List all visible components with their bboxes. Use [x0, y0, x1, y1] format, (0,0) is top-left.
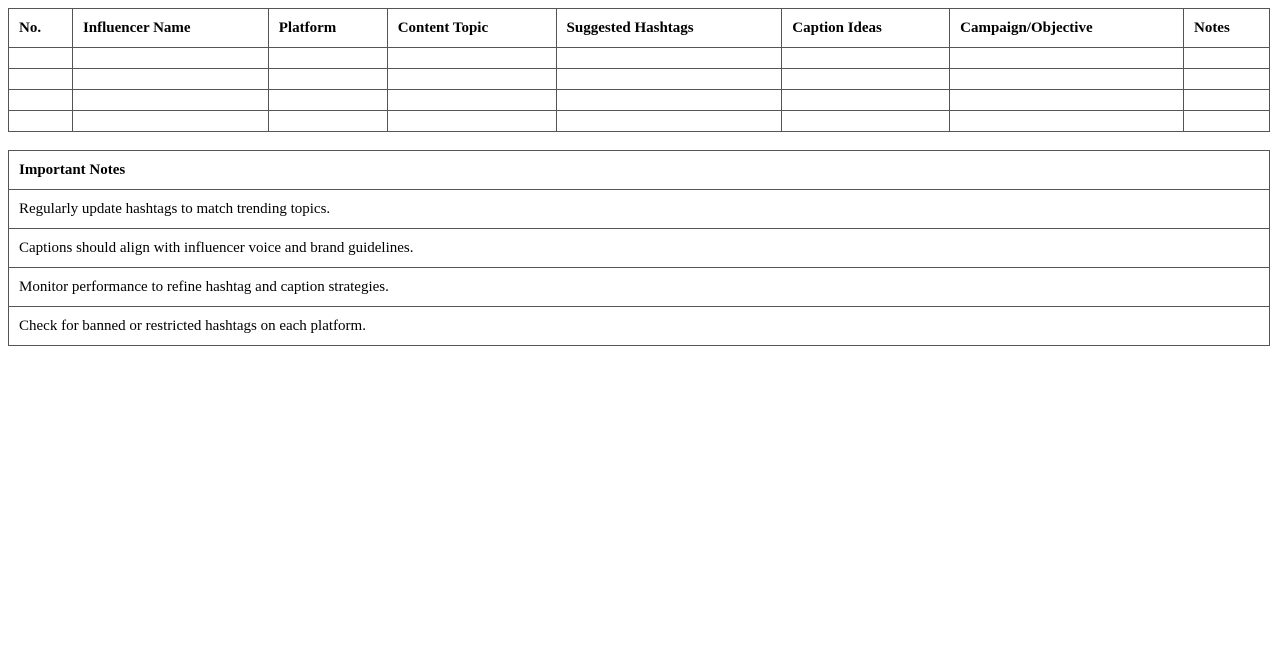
column-header-content-topic: Content Topic	[387, 9, 556, 48]
table-cell	[782, 90, 950, 111]
table-row	[9, 111, 1270, 132]
influencer-tracker-table	[8, 8, 1270, 132]
column-header-no: No.	[9, 9, 73, 48]
list-item	[9, 190, 1270, 229]
table-cell	[782, 69, 950, 90]
table-cell	[950, 90, 1184, 111]
notes-header-row	[9, 151, 1270, 190]
column-header-campaign-objective: Campaign/Objective	[950, 9, 1184, 48]
table-cell	[950, 111, 1184, 132]
list-item	[9, 229, 1270, 268]
table-header-row	[9, 9, 1270, 48]
table-cell	[387, 90, 556, 111]
table-row	[9, 90, 1270, 111]
note-text: Check for banned or restricted hashtags on each platform.	[9, 307, 1270, 346]
note-text: Captions should align with influencer voice and brand guidelines.	[9, 229, 1270, 268]
list-item	[9, 268, 1270, 307]
table-cell	[268, 111, 387, 132]
table-cell	[556, 69, 782, 90]
table-cell	[1183, 111, 1269, 132]
table-row	[9, 48, 1270, 69]
table-cell	[9, 48, 73, 69]
table-cell	[72, 48, 268, 69]
table-row	[9, 69, 1270, 90]
table-cell	[950, 69, 1184, 90]
table-cell	[556, 111, 782, 132]
table-cell	[72, 111, 268, 132]
table-cell	[556, 90, 782, 111]
table-cell	[387, 48, 556, 69]
table-cell	[1183, 90, 1269, 111]
column-header-suggested-hashtags: Suggested Hashtags	[556, 9, 782, 48]
table-cell	[72, 69, 268, 90]
notes-heading: Important Notes	[9, 151, 1270, 190]
column-header-platform: Platform	[268, 9, 387, 48]
table-cell	[387, 69, 556, 90]
table-cell	[782, 48, 950, 69]
table-cell	[950, 48, 1184, 69]
important-notes-table	[8, 150, 1270, 346]
table-cell	[72, 90, 268, 111]
column-header-notes: Notes	[1183, 9, 1269, 48]
note-text: Monitor performance to refine hashtag and caption strategies.	[9, 268, 1270, 307]
list-item	[9, 307, 1270, 346]
table-cell	[556, 48, 782, 69]
column-header-influencer-name: Influencer Name	[72, 9, 268, 48]
table-cell	[1183, 48, 1269, 69]
table-cell	[782, 111, 950, 132]
note-text: Regularly update hashtags to match trending topics.	[9, 190, 1270, 229]
table-cell	[9, 90, 73, 111]
table-cell	[387, 111, 556, 132]
table-cell	[268, 48, 387, 69]
table-cell	[1183, 69, 1269, 90]
table-cell	[268, 69, 387, 90]
table-cell	[268, 90, 387, 111]
table-cell	[9, 111, 73, 132]
column-header-caption-ideas: Caption Ideas	[782, 9, 950, 48]
table-cell	[9, 69, 73, 90]
